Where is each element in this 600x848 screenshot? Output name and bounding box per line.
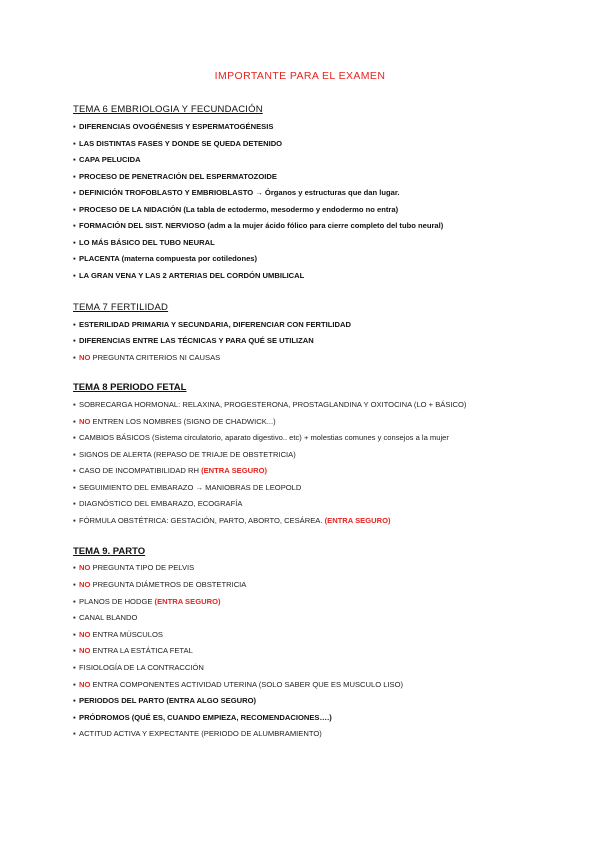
list-item: ▪ DIFERENCIAS ENTRE LAS TÉCNICAS Y PARA QUÉ SE UTILIZAN (73, 336, 314, 345)
list-item: ▪ PROCESO DE PENETRACIÓN DEL ESPERMATOZOIDE (73, 172, 277, 181)
bullet-icon: ▪ (73, 122, 76, 131)
list-item: ▪ PLANOS DE HODGE (ENTRA SEGURO) (73, 597, 221, 606)
list-item: ▪ FISIOLOGÍA DE LA CONTRACCIÓN (73, 663, 204, 672)
list-item: ▪ NO ENTRA MÚSCULOS (73, 630, 163, 639)
page-title: IMPORTANTE PARA EL EXAMEN (214, 70, 386, 82)
bullet-icon: ▪ (73, 221, 76, 230)
list-item: ▪ CAPA PELUCIDA (73, 155, 141, 164)
bullet-icon: ▪ (73, 516, 76, 525)
list-item: ▪ NO PREGUNTA TIPO DE PELVIS (73, 563, 195, 572)
bullet-icon: ▪ (73, 139, 76, 148)
bullet-icon: ▪ (73, 188, 76, 197)
list-item: ▪ LA GRAN VENA Y LAS 2 ARTERIAS DEL CORDÓN UMBILICAL (73, 271, 305, 280)
section-heading-tema-8: TEMA 8 PERIODO FETAL (73, 382, 187, 393)
list-item: ▪ LAS DISTINTAS FASES Y DONDE SE QUEDA DETENIDO (73, 139, 283, 148)
bullet-icon: ▪ (73, 238, 76, 247)
bullet-icon: ▪ (73, 696, 76, 705)
bullet-icon: ▪ (73, 580, 76, 589)
section-heading-tema-6: TEMA 6 EMBRIOLOGIA Y FECUNDACIÓN (73, 104, 263, 115)
list-item: ▪ PROCESO DE LA NIDACIÓN (La tabla de ectodermo, mesodermo y endodermo no entra) (73, 205, 399, 214)
bullet-icon: ▪ (73, 483, 76, 492)
list-item: ▪ CAMBIOS BÁSICOS (Sistema circulatorio, aparato digestivo.. etc) + molestias comunes y consejos a la mujer (73, 433, 449, 442)
bullet-icon: ▪ (73, 205, 76, 214)
list-item: ▪ ACTITUD ACTIVA Y EXPECTANTE (PERIODO DE ALUMBRAMIENTO) (73, 729, 322, 738)
bullet-icon: ▪ (73, 597, 76, 606)
list-item: ▪ NO ENTRA COMPONENTES ACTIVIDAD UTERINA (SOLO SABER QUE ES MUSCULO LISO) (73, 680, 404, 689)
bullet-icon: ▪ (73, 400, 76, 409)
list-item: ▪ NO PREGUNTA DIÁMETROS DE OBSTETRICIA (73, 580, 247, 589)
section-heading-tema-7: TEMA 7 FERTILIDAD (73, 302, 169, 313)
list-item: ▪ SIGNOS DE ALERTA (REPASO DE TRIAJE DE OBSTETRICIA) (73, 450, 296, 459)
bullet-icon: ▪ (73, 466, 76, 475)
list-item: ▪ SOBRECARGA HORMONAL: RELAXINA, PROGESTERONA, PROSTAGLANDINA Y OXITOCINA (LO + BÁSICO) (73, 400, 467, 409)
bullet-icon: ▪ (73, 155, 76, 164)
list-item: ▪ NO PREGUNTA CRITERIOS NI CAUSAS (73, 353, 221, 362)
list-item: ▪ PRÓDROMOS (QUÉ ES, CUANDO EMPIEZA, RECOMENDACIONES….) (73, 713, 332, 722)
list-item: ▪ CASO DE INCOMPATIBILIDAD RH (ENTRA SEGURO) (73, 466, 268, 475)
bullet-icon: ▪ (73, 353, 76, 362)
bullet-icon: ▪ (73, 729, 76, 738)
list-item: ▪ FORMACIÓN DEL SIST. NERVIOSO (adm a la mujer ácido fólico para cierre completo del tubo neural) (73, 221, 444, 230)
list-item: ▪ LO MÁS BÁSICO DEL TUBO NEURAL (73, 238, 215, 247)
list-item: ▪ SEGUIMIENTO DEL EMBARAZO → MANIOBRAS DE LEOPOLD (73, 483, 302, 492)
list-item: ▪ DIAGNÓSTICO DEL EMBARAZO, ECOGRAFÍA (73, 499, 243, 508)
bullet-icon: ▪ (73, 563, 76, 572)
section-heading-tema-9: TEMA 9. PARTO (73, 546, 146, 557)
bullet-icon: ▪ (73, 271, 76, 280)
bullet-icon: ▪ (73, 646, 76, 655)
bullet-icon: ▪ (73, 417, 76, 426)
bullet-icon: ▪ (73, 254, 76, 263)
bullet-icon: ▪ (73, 630, 76, 639)
bullet-icon: ▪ (73, 499, 76, 508)
list-item: ▪ NO ENTRA LA ESTÁTICA FETAL (73, 646, 193, 655)
bullet-icon: ▪ (73, 320, 76, 329)
bullet-icon: ▪ (73, 663, 76, 672)
bullet-icon: ▪ (73, 336, 76, 345)
bullet-icon: ▪ (73, 172, 76, 181)
bullet-icon: ▪ (73, 713, 76, 722)
list-item: ▪ FÓRMULA OBSTÉTRICA: GESTACIÓN, PARTO, ABORTO, CESÁREA. (ENTRA SEGURO) (73, 516, 391, 525)
bullet-icon: ▪ (73, 450, 76, 459)
list-item: ▪ PERIODOS DEL PARTO (ENTRA ALGO SEGURO) (73, 696, 257, 705)
list-item: ▪ CANAL BLANDO (73, 613, 138, 622)
bullet-icon: ▪ (73, 680, 76, 689)
list-item: ▪ DIFERENCIAS OVOGÉNESIS Y ESPERMATOGÉNESIS (73, 122, 274, 131)
list-item: ▪ ESTERILIDAD PRIMARIA Y SECUNDARIA, DIFERENCIAR CON FERTILIDAD (73, 320, 351, 329)
bullet-icon: ▪ (73, 433, 76, 442)
list-item: ▪ DEFINICIÓN TROFOBLASTO Y EMBRIOBLASTO → Órganos y estructuras que dan lugar. (73, 188, 400, 197)
list-item: ▪ NO ENTREN LOS NOMBRES (SIGNO DE CHADWICK...) (73, 417, 276, 426)
list-item: ▪ PLACENTA (materna compuesta por cotiledones) (73, 254, 258, 263)
bullet-icon: ▪ (73, 613, 76, 622)
